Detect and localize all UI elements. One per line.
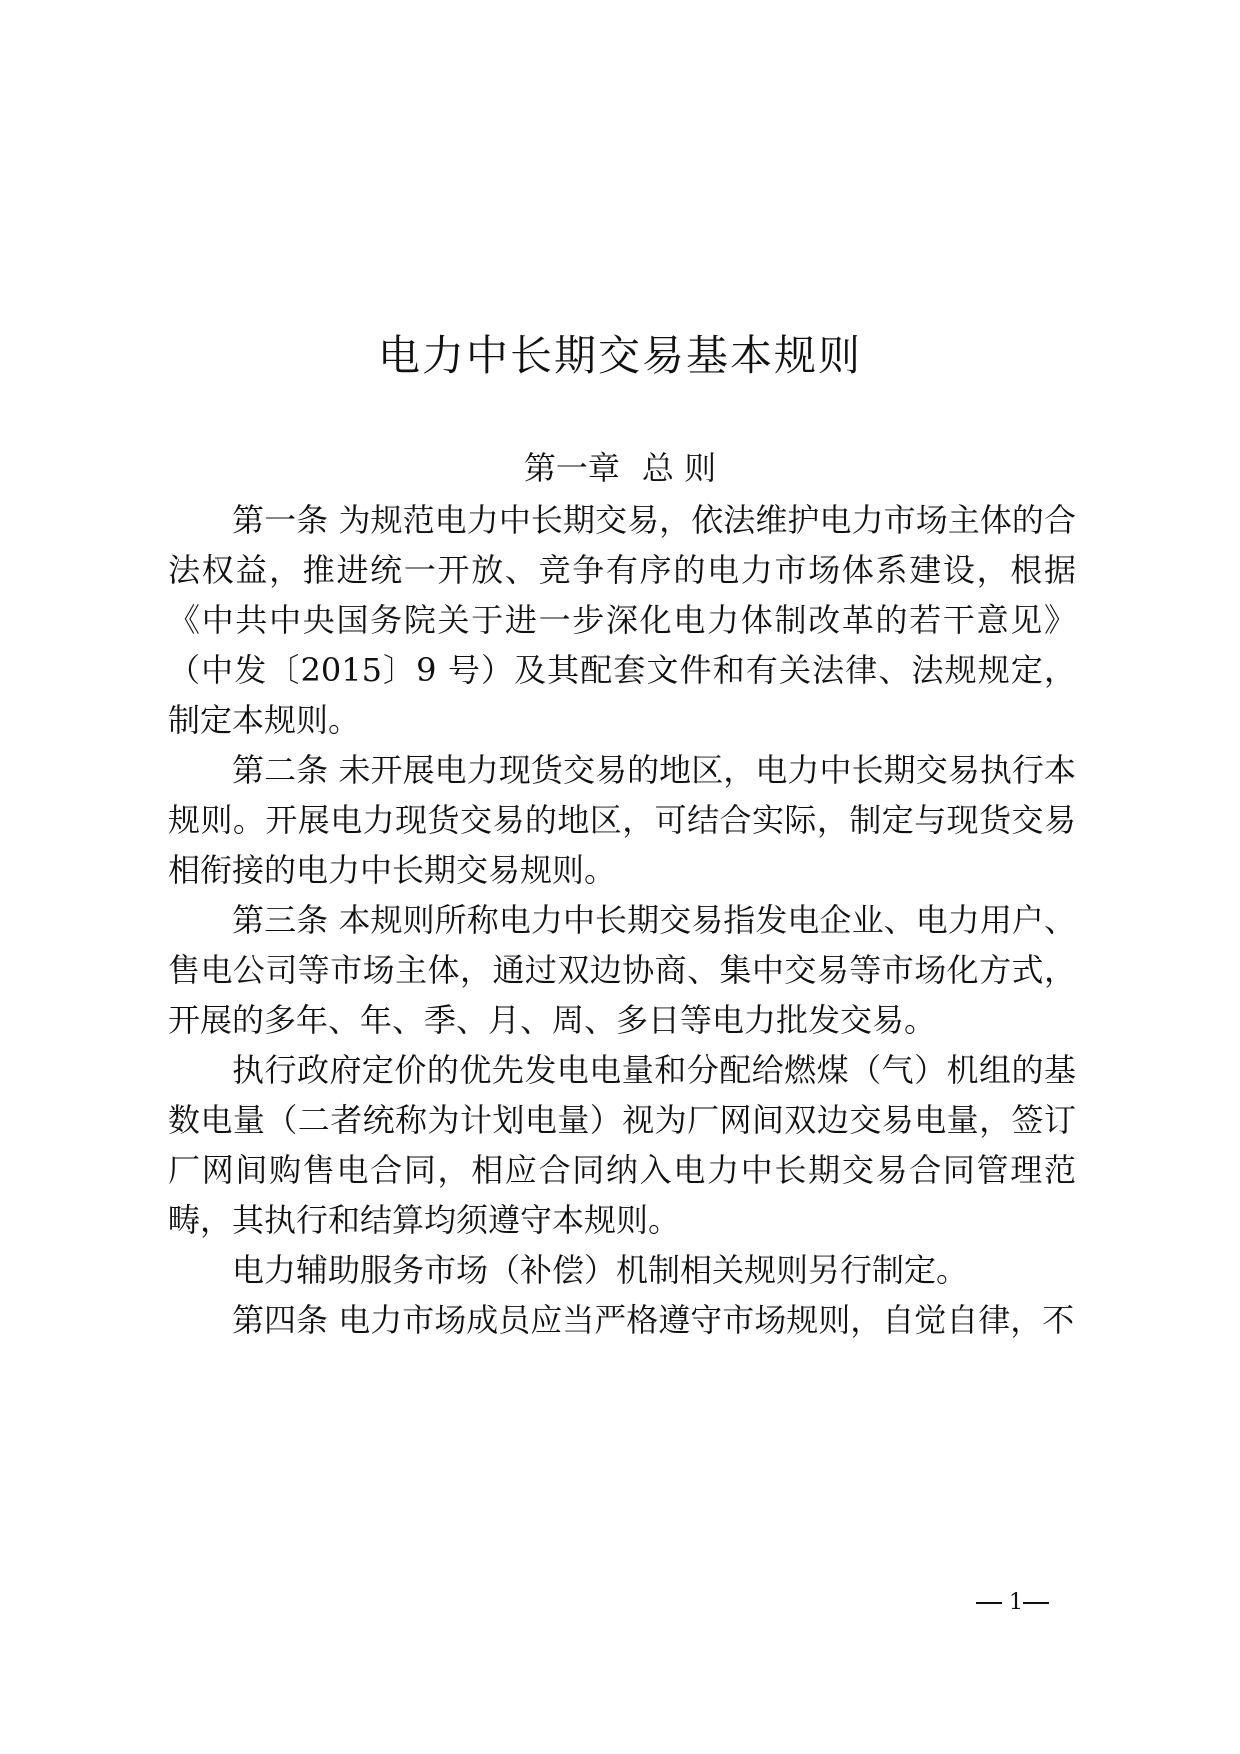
dash-left [976, 1602, 1002, 1604]
article-heading: 第一条 [232, 501, 329, 539]
document-number: 9 [416, 651, 437, 689]
article-text: 本规则所称电力中长期交易指发电企业、电力用户、售电公司等市场主体，通过双边协商、集中交易等市场化方式，开展的多年、年、季、月、周、多日等电力批发交易。 [168, 901, 1076, 1039]
article-text: 电力市场成员应当严格遵守市场规则，自觉自律，不 [338, 1301, 1075, 1339]
article-3-paragraph-3 [168, 1245, 1076, 1295]
article-text: 未开展电力现货交易的地区，电力中长期交易执行本规则。开展电力现货交易的地区，可结合实际，制定与现货交易相衔接的电力中长期交易规则。 [168, 751, 1076, 889]
bracket-close: 〕 [381, 651, 417, 689]
chapter-label: 第一章 [523, 449, 620, 487]
page-number-footer [976, 1588, 1049, 1618]
page-number: 1 [1009, 1590, 1023, 1615]
paragraph-text: 电力辅助服务市场（补偿）机制相关规则另行制定。 [232, 1251, 969, 1289]
document-body [168, 495, 1076, 1345]
article-3-paragraph-2 [168, 1045, 1076, 1245]
chapter-heading [0, 443, 1240, 493]
article-text-continued: 号）及其配套文件和有关法律、法规规定，制定本规则。 [168, 651, 1076, 739]
paragraph-text: 执行政府定价的优先发电电量和分配给燃煤（气）机组的基数电量（二者统称为计划电量）视为厂网间双边交易电量，签订厂网间购售电合同，相应合同纳入电力中长期交易合同管理范畴，其执行和结算均须遵守本规则。 [168, 1051, 1076, 1239]
article-3 [168, 895, 1076, 1045]
document-year: 2015 [300, 651, 382, 689]
article-text: 为规范电力中长期交易，依法维护电力市场主体的合法权益，推进统一开放、竞争有序的电力市场体系建设，根据《中共中央国务院关于进一步深化电力体制改革的若干意见》（中发〔 [168, 501, 1076, 689]
article-2 [168, 745, 1076, 895]
article-1 [168, 495, 1076, 745]
article-heading: 第二条 [232, 751, 329, 789]
article-heading: 第四条 [232, 1301, 329, 1339]
article-4 [168, 1295, 1076, 1345]
document-title: 电力中长期交易基本规则 [377, 331, 862, 380]
article-heading: 第三条 [232, 901, 329, 939]
chapter-name: 总 则 [641, 449, 717, 487]
dash-right [1023, 1602, 1049, 1604]
